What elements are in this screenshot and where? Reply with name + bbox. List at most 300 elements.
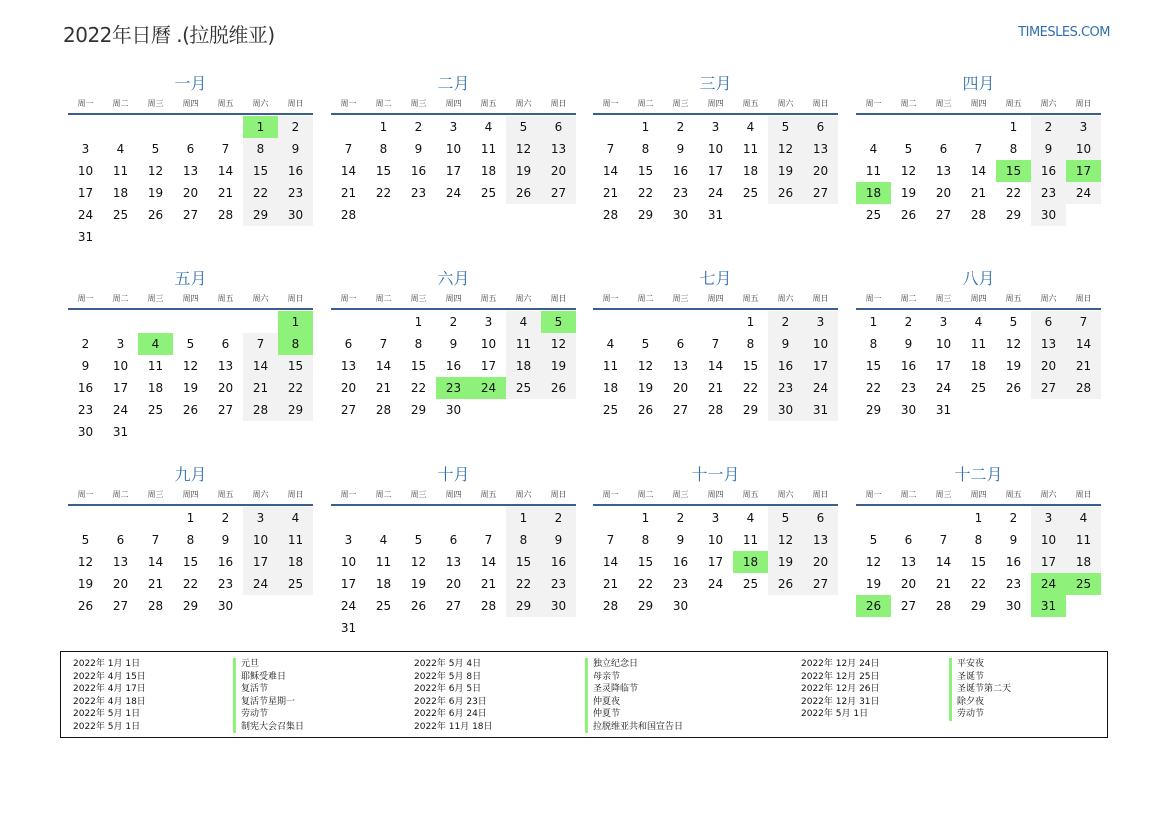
weekday-label: 周四: [970, 294, 987, 303]
empty-cell: [856, 116, 891, 138]
day-cell: 17: [445, 164, 462, 178]
day-cell: 19: [1005, 359, 1022, 373]
legend-holiday-name: 平安夜: [957, 659, 985, 669]
legend-holiday-name: 复活节星期一: [241, 696, 296, 707]
day-cell: 1: [641, 511, 650, 525]
day-cell: 21: [970, 186, 987, 200]
day-cell: 25: [506, 377, 541, 399]
day-cell: 4: [974, 315, 983, 329]
weekday-label: 周一: [340, 99, 357, 108]
month-name: 五月: [174, 269, 207, 288]
day-cell: 16: [217, 555, 234, 569]
day-cell: 14: [707, 359, 724, 373]
weekday-label: 周四: [445, 99, 462, 108]
weekday-label: 周五: [742, 490, 759, 499]
weekday-label: 周三: [147, 99, 164, 108]
weekday-label: 周二: [375, 490, 392, 499]
site-link[interactable]: TIMESLES.COM: [1018, 25, 1110, 40]
weekday-label: 周三: [410, 99, 427, 108]
empty-cell: [68, 116, 103, 138]
legend-holiday-name: 圣诞节: [957, 671, 985, 682]
day-cell: 30: [672, 599, 689, 613]
weekday-header: [331, 98, 576, 115]
day-cell: 26: [77, 599, 94, 613]
day-cell: 30: [217, 599, 234, 613]
weekday-label: 周四: [707, 99, 724, 108]
day-cell: 3: [711, 120, 720, 134]
day-cell: 13: [217, 359, 234, 373]
weekday-header: [68, 98, 313, 115]
day-cell: 25: [970, 381, 987, 395]
month-name: 四月: [962, 74, 995, 93]
day-cell: 27: [340, 403, 357, 417]
day-cell: 24: [1066, 182, 1101, 204]
day-cell: 6: [344, 337, 353, 351]
day-grid: [856, 507, 1101, 617]
legend-date: 2022年 4月 17日: [73, 684, 146, 694]
day-cell: 3: [116, 337, 125, 351]
page-title: 2022年日曆 .(拉脱维亚): [63, 23, 275, 47]
day-cell: 28: [602, 599, 619, 613]
day-cell: 18: [278, 551, 313, 573]
weekday-label: 周五: [217, 294, 234, 303]
day-cell: 3: [344, 533, 353, 547]
day-cell: 30: [1031, 204, 1066, 226]
day-cell: 16: [541, 551, 576, 573]
weekday-label: 周日: [812, 294, 829, 303]
day-cell: 28: [970, 208, 987, 222]
day-cell: 6: [449, 533, 458, 547]
day-cell: 6: [803, 116, 838, 138]
empty-cell: [663, 311, 698, 333]
day-cell: 6: [803, 507, 838, 529]
day-cell: 5: [641, 337, 650, 351]
legend-holiday-name: 制宪大会召集日: [241, 721, 305, 732]
month-name: 十二月: [954, 465, 1003, 484]
day-cell: 15: [637, 555, 654, 569]
weekday-label: 周日: [550, 490, 567, 499]
day-cell: 7: [379, 337, 388, 351]
legend-holiday-name: 劳动节: [241, 709, 269, 719]
day-cell: 20: [935, 186, 952, 200]
legend-date: 2022年 4月 15日: [73, 671, 146, 682]
month-block: [331, 268, 576, 421]
day-cell: 29: [410, 403, 427, 417]
day-cell: 25: [865, 208, 882, 222]
legend-date: 2022年 12月 24日: [801, 659, 880, 669]
day-cell: 9: [414, 142, 423, 156]
legend-date: 2022年 6月 5日: [414, 684, 482, 694]
month-block: [593, 268, 838, 421]
holiday-day-cell: 15: [996, 160, 1031, 182]
day-cell: 9: [676, 142, 685, 156]
day-cell: 24: [935, 381, 952, 395]
day-cell: 11: [865, 164, 882, 178]
day-cell: 17: [935, 359, 952, 373]
day-cell: 10: [243, 529, 278, 551]
day-cell: 31: [77, 230, 94, 244]
holiday-day-cell: 31: [1031, 595, 1066, 617]
day-cell: 6: [116, 533, 125, 547]
day-cell: 13: [182, 164, 199, 178]
month-name: 九月: [174, 465, 207, 484]
day-cell: 24: [243, 573, 278, 595]
day-cell: 29: [637, 208, 654, 222]
day-cell: 4: [379, 533, 388, 547]
day-cell: 26: [506, 182, 541, 204]
day-cell: 28: [1066, 377, 1101, 399]
day-cell: 3: [939, 315, 948, 329]
day-cell: 31: [707, 208, 724, 222]
empty-cell: [208, 311, 243, 333]
day-cell: 15: [637, 164, 654, 178]
day-cell: 30: [541, 595, 576, 617]
empty-cell: [628, 311, 663, 333]
day-cell: 15: [410, 359, 427, 373]
day-grid: [331, 116, 576, 226]
day-cell: 11: [742, 142, 759, 156]
day-cell: 22: [742, 381, 759, 395]
day-cell: 12: [1005, 337, 1022, 351]
legend-holiday-name: 除夕夜: [957, 696, 985, 707]
month-name: 二月: [437, 74, 470, 93]
month-name: 十一月: [691, 465, 740, 484]
day-cell: 25: [112, 208, 129, 222]
month-block: [68, 464, 313, 617]
legend-holiday-name: 耶稣受难日: [241, 671, 287, 682]
day-cell: 22: [182, 577, 199, 591]
holiday-day-cell: 18: [856, 182, 891, 204]
day-cell: 19: [77, 577, 94, 591]
day-cell: 18: [147, 381, 164, 395]
day-cell: 8: [869, 337, 878, 351]
day-cell: 26: [637, 403, 654, 417]
weekday-label: 周三: [147, 490, 164, 499]
day-cell: 15: [970, 555, 987, 569]
day-cell: 22: [243, 182, 278, 204]
day-cell: 16: [445, 359, 462, 373]
day-cell: 24: [77, 208, 94, 222]
weekday-label: 周三: [410, 490, 427, 499]
legend-date-column: [414, 658, 493, 733]
day-cell: 16: [278, 160, 313, 182]
day-cell: 2: [1009, 511, 1018, 525]
day-cell: 26: [768, 182, 803, 204]
empty-cell: [366, 311, 401, 333]
day-cell: 6: [221, 337, 230, 351]
legend-date: 2022年 5月 1日: [801, 709, 869, 719]
day-grid: [331, 311, 576, 421]
day-cell: 29: [970, 599, 987, 613]
day-cell: 4: [746, 120, 755, 134]
weekday-label: 周二: [900, 294, 917, 303]
day-cell: 30: [445, 403, 462, 417]
weekday-label: 周四: [182, 99, 199, 108]
day-cell: 14: [147, 555, 164, 569]
weekday-label: 周六: [1040, 294, 1057, 303]
day-cell: 3: [1031, 507, 1066, 529]
empty-cell: [331, 311, 366, 333]
legend-date-column: [801, 658, 880, 721]
day-cell: 17: [707, 555, 724, 569]
day-cell: 5: [904, 142, 913, 156]
weekday-label: 周六: [777, 294, 794, 303]
legend-date: 2022年 11月 18日: [414, 721, 493, 732]
weekday-label: 周四: [445, 490, 462, 499]
weekday-label: 周三: [935, 490, 952, 499]
day-cell: 28: [243, 399, 278, 421]
weekday-label: 周六: [515, 294, 532, 303]
day-cell: 2: [541, 507, 576, 529]
day-cell: 23: [1031, 182, 1066, 204]
day-cell: 2: [676, 120, 685, 134]
day-grid: [68, 311, 313, 443]
empty-cell: [173, 116, 208, 138]
weekday-label: 周三: [672, 294, 689, 303]
day-cell: 29: [865, 403, 882, 417]
day-cell: 5: [151, 142, 160, 156]
month-name: 七月: [699, 269, 732, 288]
day-cell: 10: [935, 337, 952, 351]
day-cell: 6: [186, 142, 195, 156]
day-cell: 5: [768, 116, 803, 138]
day-cell: 17: [480, 359, 497, 373]
day-cell: 15: [243, 160, 278, 182]
month-block: [856, 464, 1101, 617]
empty-cell: [856, 507, 891, 529]
day-cell: 10: [480, 337, 497, 351]
holiday-day-cell: 4: [138, 333, 173, 355]
day-cell: 2: [278, 116, 313, 138]
weekday-label: 周五: [480, 99, 497, 108]
day-cell: 13: [445, 555, 462, 569]
day-cell: 2: [414, 120, 423, 134]
day-cell: 19: [900, 186, 917, 200]
day-cell: 27: [541, 182, 576, 204]
day-cell: 1: [506, 507, 541, 529]
day-cell: 2: [449, 315, 458, 329]
legend-date: 2022年 12月 25日: [801, 671, 880, 682]
legend-date: 2022年 5月 4日: [414, 659, 482, 669]
day-cell: 3: [449, 120, 458, 134]
weekday-label: 周一: [77, 294, 94, 303]
day-cell: 10: [77, 164, 94, 178]
day-cell: 10: [1066, 138, 1101, 160]
day-cell: 7: [711, 337, 720, 351]
weekday-header: [68, 293, 313, 310]
day-cell: 22: [278, 377, 313, 399]
day-cell: 26: [541, 377, 576, 399]
day-cell: 29: [182, 599, 199, 613]
day-cell: 6: [541, 116, 576, 138]
day-cell: 1: [186, 511, 195, 525]
day-cell: 14: [970, 164, 987, 178]
weekday-label: 周日: [550, 99, 567, 108]
day-cell: 21: [602, 186, 619, 200]
day-cell: 20: [803, 551, 838, 573]
day-cell: 27: [803, 573, 838, 595]
weekday-label: 周四: [707, 294, 724, 303]
day-cell: 14: [480, 555, 497, 569]
empty-cell: [471, 507, 506, 529]
day-cell: 9: [449, 337, 458, 351]
day-cell: 13: [541, 138, 576, 160]
month-name: 六月: [437, 269, 470, 288]
day-cell: 19: [506, 160, 541, 182]
day-cell: 20: [445, 577, 462, 591]
day-cell: 16: [410, 164, 427, 178]
day-cell: 15: [742, 359, 759, 373]
day-cell: 22: [637, 186, 654, 200]
weekday-label: 周日: [287, 99, 304, 108]
weekday-label: 周四: [970, 490, 987, 499]
legend-holiday-name: 仲夏节: [593, 709, 621, 719]
day-cell: 28: [217, 208, 234, 222]
weekday-header: [68, 489, 313, 506]
weekday-label: 周二: [900, 99, 917, 108]
day-cell: 30: [900, 403, 917, 417]
weekday-label: 周六: [777, 99, 794, 108]
day-cell: 13: [1031, 333, 1066, 355]
day-cell: 20: [112, 577, 129, 591]
empty-cell: [698, 311, 733, 333]
weekday-label: 周三: [672, 99, 689, 108]
day-cell: 20: [1031, 355, 1066, 377]
day-cell: 10: [1031, 529, 1066, 551]
day-cell: 31: [112, 425, 129, 439]
day-cell: 20: [672, 381, 689, 395]
empty-cell: [593, 311, 628, 333]
day-cell: 15: [182, 555, 199, 569]
day-cell: 5: [869, 533, 878, 547]
day-cell: 1: [414, 315, 423, 329]
month-block: [68, 268, 313, 443]
day-cell: 11: [112, 164, 129, 178]
day-cell: 25: [147, 403, 164, 417]
day-cell: 4: [278, 507, 313, 529]
day-grid: [68, 116, 313, 248]
day-cell: 9: [221, 533, 230, 547]
weekday-label: 周六: [515, 490, 532, 499]
weekday-header: [593, 98, 838, 115]
day-cell: 8: [641, 533, 650, 547]
day-cell: 4: [1066, 507, 1101, 529]
day-cell: 6: [676, 337, 685, 351]
day-cell: 4: [606, 337, 615, 351]
day-cell: 31: [803, 399, 838, 421]
day-cell: 9: [768, 333, 803, 355]
day-cell: 12: [768, 529, 803, 551]
day-cell: 15: [278, 355, 313, 377]
day-cell: 10: [445, 142, 462, 156]
weekday-label: 周日: [1075, 99, 1092, 108]
empty-cell: [926, 116, 961, 138]
day-cell: 29: [506, 595, 541, 617]
weekday-label: 周四: [182, 294, 199, 303]
day-cell: 22: [865, 381, 882, 395]
day-cell: 16: [768, 355, 803, 377]
empty-cell: [593, 507, 628, 529]
day-cell: 19: [410, 577, 427, 591]
day-cell: 22: [506, 573, 541, 595]
day-cell: 7: [243, 333, 278, 355]
day-cell: 21: [935, 577, 952, 591]
holiday-day-cell: 1: [278, 311, 313, 333]
day-cell: 25: [602, 403, 619, 417]
day-cell: 23: [672, 577, 689, 591]
day-cell: 1: [1009, 120, 1018, 134]
day-cell: 5: [506, 116, 541, 138]
weekday-label: 周一: [602, 490, 619, 499]
holiday-legend: [60, 651, 1108, 738]
empty-cell: [138, 311, 173, 333]
day-cell: 14: [935, 555, 952, 569]
day-cell: 17: [112, 381, 129, 395]
day-cell: 2: [904, 315, 913, 329]
day-cell: 7: [939, 533, 948, 547]
day-cell: 18: [112, 186, 129, 200]
holiday-day-cell: 8: [278, 333, 313, 355]
holiday-day-cell: 5: [541, 311, 576, 333]
weekday-label: 周四: [182, 490, 199, 499]
day-cell: 20: [217, 381, 234, 395]
day-cell: 21: [147, 577, 164, 591]
day-cell: 27: [182, 208, 199, 222]
day-cell: 1: [379, 120, 388, 134]
day-cell: 8: [746, 337, 755, 351]
day-cell: 27: [1031, 377, 1066, 399]
weekday-header: [856, 98, 1101, 115]
weekday-header: [593, 489, 838, 506]
day-cell: 23: [672, 186, 689, 200]
day-cell: 22: [1005, 186, 1022, 200]
holiday-day-cell: 25: [1066, 573, 1101, 595]
weekday-label: 周三: [672, 490, 689, 499]
weekday-label: 周一: [77, 99, 94, 108]
day-cell: 16: [672, 164, 689, 178]
legend-name-column: [585, 658, 683, 733]
empty-cell: [331, 507, 366, 529]
day-cell: 17: [77, 186, 94, 200]
day-cell: 26: [1005, 381, 1022, 395]
legend-holiday-name: 拉脱维亚共和国宣告日: [593, 721, 684, 732]
day-cell: 23: [1005, 577, 1022, 591]
day-grid: [331, 507, 576, 639]
day-cell: 17: [803, 355, 838, 377]
weekday-label: 周五: [1005, 294, 1022, 303]
day-cell: 29: [637, 599, 654, 613]
empty-cell: [103, 507, 138, 529]
weekday-label: 周二: [112, 99, 129, 108]
weekday-label: 周日: [287, 490, 304, 499]
day-cell: 10: [707, 142, 724, 156]
weekday-label: 周五: [1005, 490, 1022, 499]
weekday-label: 周日: [1075, 490, 1092, 499]
day-cell: 8: [379, 142, 388, 156]
day-cell: 4: [484, 120, 493, 134]
weekday-label: 周六: [252, 294, 269, 303]
day-cell: 2: [1031, 116, 1066, 138]
day-cell: 30: [672, 208, 689, 222]
day-cell: 2: [768, 311, 803, 333]
day-cell: 28: [480, 599, 497, 613]
day-cell: 14: [340, 164, 357, 178]
day-cell: 25: [742, 577, 759, 591]
day-cell: 8: [641, 142, 650, 156]
day-cell: 12: [900, 164, 917, 178]
empty-cell: [138, 116, 173, 138]
legend-holiday-name: 复活节: [241, 684, 269, 694]
